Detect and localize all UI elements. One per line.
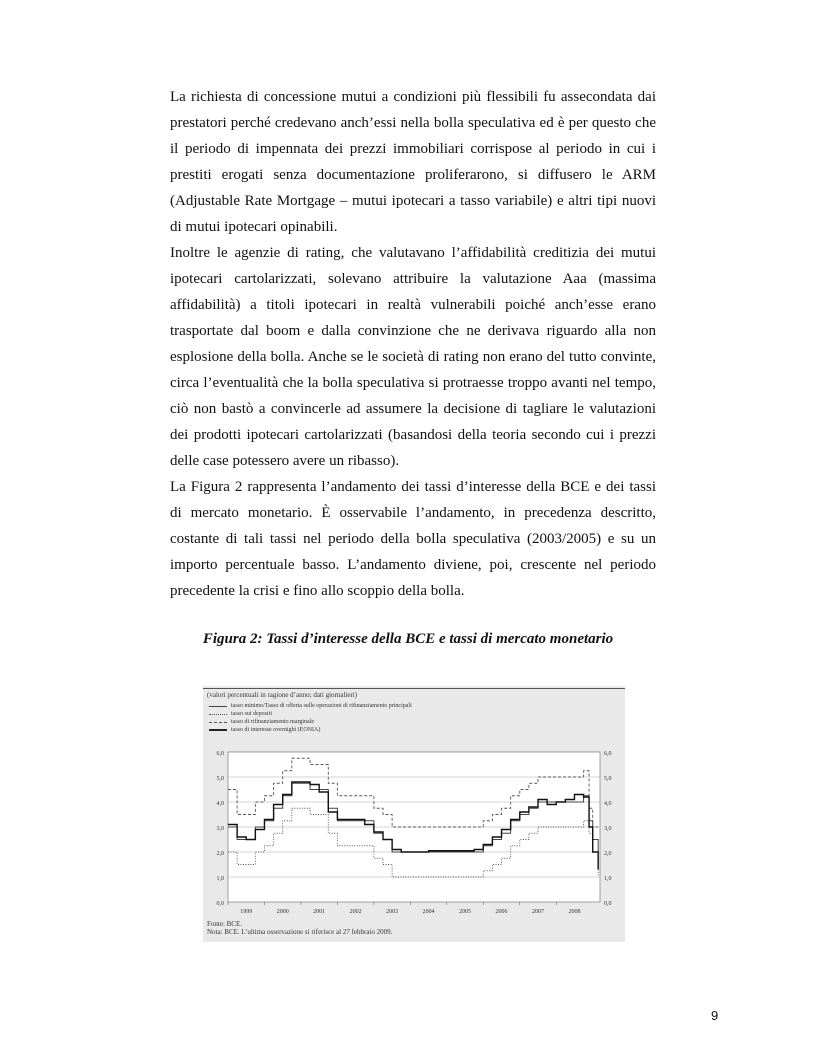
- figure-chart: [203, 686, 625, 942]
- line-chart: [203, 744, 625, 918]
- y-tick-label-right: 6,0: [604, 751, 612, 757]
- legend-swatch: [209, 706, 227, 707]
- paragraph: Inoltre le agenzie di rating, che valutavano l’affidabilità creditizia dei mutui ipotecari cartolarizzati, solevano attribuire la valutazione Aaa (massima affidabilità) a titoli ipotecari in realtà vulnerabili poiché anch’esse erano trasportate dal boom e dalla convinzione che ne derivava riguardo alla non esplosione della bolla. Anche se le società di rating non erano del tutto convinte, circa l’eventualità che la bolla speculativa si protraesse troppo avanti nel tempo, ciò non bastò a convincerle ad assumere la decisione di tagliare le valutazioni dei prodotti ipotecari cartolarizzati (basandosi della teoria secondo cui i prezzi delle case potessero avere un ribasso).: [170, 245, 656, 469]
- y-tick-label-right: 3,0: [604, 826, 612, 832]
- legend-item: [209, 702, 412, 710]
- figure-source: [207, 920, 392, 936]
- figure-caption: Figura 2: Tassi d’interesse della BCE e tassi di mercato monetario: [202, 631, 614, 647]
- x-tick-label: 2006: [495, 909, 508, 915]
- y-tick-label-right: 5,0: [604, 776, 612, 782]
- legend-item: [209, 726, 412, 734]
- y-tick-label-right: 0,0: [604, 901, 612, 907]
- x-tick-label: 2003: [386, 909, 399, 915]
- y-tick-label-left: 6,0: [216, 751, 224, 757]
- x-tick-label: 2005: [459, 909, 472, 915]
- y-tick-label-left: 0,0: [216, 901, 224, 907]
- legend-label: tasso minimo/Tasso di offerta sulle operazioni di rifinanziamento principali: [231, 703, 412, 709]
- legend-swatch: [209, 714, 227, 715]
- figure-top-rule: [203, 688, 625, 689]
- x-tick-label: 2001: [313, 909, 326, 915]
- legend-item: [209, 710, 412, 718]
- source-line: Fonte: BCE.: [207, 920, 243, 928]
- x-tick-label: 2004: [422, 909, 435, 915]
- note-line: Nota: BCE. L’ultima osservazione si riferisce al 27 febbraio 2009.: [207, 928, 393, 936]
- legend-label: tasso di rifinanziamento marginale: [231, 719, 315, 725]
- x-tick-label: 2000: [276, 909, 289, 915]
- y-tick-label-right: 4,0: [604, 801, 612, 807]
- legend-swatch: [209, 722, 227, 723]
- legend-label: tasso di interesse overnight (EONIA): [231, 727, 321, 733]
- y-tick-label-left: 5,0: [216, 776, 224, 782]
- body-text: [170, 84, 656, 604]
- y-tick-label-left: 3,0: [216, 826, 224, 832]
- legend-label: tasso sui depositi: [231, 711, 273, 717]
- figure-header-note: (valori percentuali in ragione d’anno; dati giornalieri): [207, 691, 358, 699]
- y-tick-label-left: 1,0: [216, 876, 224, 882]
- x-tick-label: 2008: [568, 909, 581, 915]
- y-tick-label-left: 2,0: [216, 851, 224, 857]
- page-number: 9: [711, 1008, 719, 1023]
- legend-swatch: [209, 729, 227, 731]
- y-tick-label-right: 1,0: [604, 876, 612, 882]
- paragraph: La richiesta di concessione mutui a condizioni più flessibili fu assecondata dai prestatori perché credevano anch’essi nella bolla speculativa ed è per questo che il periodo di impennata dei prezzi immobiliari corrispose al periodo in cui i prestiti erogati senza documentazione proliferarono, si diffusero le ARM (Adjustable Rate Mortgage – mutui ipotecari a tasso variabile) e altri tipi nuovi di mutui ipotecari opinabili.: [170, 89, 656, 235]
- x-tick-label: 2007: [532, 909, 544, 915]
- chart-legend: [209, 702, 412, 734]
- legend-item: [209, 718, 412, 726]
- x-tick-label: 1999: [240, 909, 253, 915]
- x-tick-label: 2002: [349, 909, 362, 915]
- y-tick-label-left: 4,0: [216, 801, 224, 807]
- y-tick-label-right: 2,0: [604, 851, 612, 857]
- paragraph: La Figura 2 rappresenta l’andamento dei tassi d’interesse della BCE e dei tassi di mercato monetario. È osservabile l’andamento, in precedenza descritto, costante di tali tassi nel periodo della bolla speculativa (2003/2005) e su un importo percentuale basso. L’andamento diviene, poi, crescente nel periodo precedente la crisi e fino allo scoppio della bolla.: [170, 479, 656, 599]
